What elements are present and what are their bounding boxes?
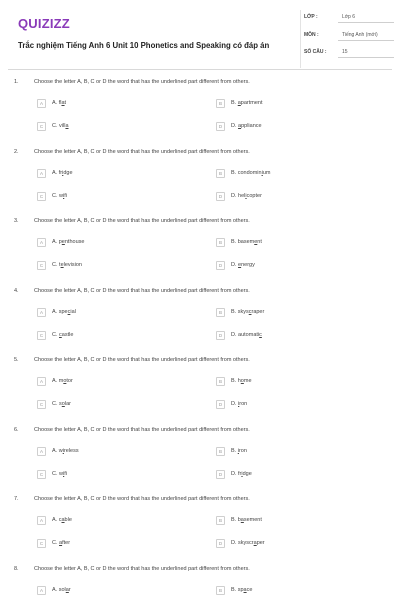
question-number: 7. — [14, 496, 19, 502]
option-letter-box[interactable]: D — [216, 400, 225, 409]
option-text — [52, 332, 73, 338]
option-text-end: r — [68, 586, 71, 593]
option-letter-box[interactable]: A — [37, 99, 46, 108]
option-text — [231, 332, 262, 338]
option-underlined-part: i — [245, 192, 247, 199]
option-letter-box[interactable]: D — [216, 470, 225, 479]
answer-option[interactable] — [216, 516, 376, 528]
option-text — [231, 378, 252, 384]
option-underlined-part: i — [62, 447, 64, 454]
option-letter-box[interactable]: B — [216, 447, 225, 456]
option-text-start: B. h — [231, 378, 241, 384]
answer-option[interactable] — [37, 192, 197, 204]
option-text-end: tor — [66, 378, 73, 384]
option-text-start: A. fl — [52, 100, 62, 106]
page-title: Trắc nghiệm Tiếng Anh 6 Unit 10 Phonetics and Speaking có đáp án — [18, 41, 270, 50]
question-number: 2. — [14, 148, 19, 155]
option-letter-box[interactable]: D — [216, 261, 225, 270]
worksheet-header — [8, 8, 392, 70]
option-text-end: levision — [63, 262, 82, 268]
option-underlined-part: a — [59, 540, 63, 546]
option-letter-box[interactable]: D — [216, 122, 225, 131]
option-underlined-part: a — [61, 100, 65, 106]
option-text-end: sement — [243, 517, 262, 523]
option-text-end: nergy — [241, 262, 255, 268]
option-underlined-part: i — [237, 447, 239, 454]
answer-option[interactable] — [37, 586, 197, 598]
answer-option[interactable] — [216, 447, 376, 459]
meta-count-row — [302, 45, 392, 59]
question-number: 8. — [14, 565, 19, 572]
option-text-end: ial — [70, 308, 76, 315]
option-text-start: C. t — [52, 262, 61, 268]
option-letter-box[interactable]: B — [216, 238, 225, 247]
answer-option[interactable] — [37, 331, 197, 343]
option-text-start: D. fr — [231, 470, 242, 477]
answer-option[interactable] — [216, 169, 376, 181]
option-text-end: copter — [246, 192, 262, 199]
option-text — [52, 123, 69, 129]
option-letter-box[interactable]: C — [37, 470, 46, 479]
option-text — [231, 517, 262, 523]
option-text-start: B. basem — [231, 239, 255, 245]
option-text — [52, 401, 71, 407]
option-text-start: D. automati — [231, 331, 260, 338]
header-divider — [300, 10, 301, 68]
option-letter-box[interactable]: D — [216, 192, 225, 201]
option-text-end: nt — [257, 239, 262, 245]
option-text-end: ble — [64, 517, 72, 523]
option-underlined-part: a — [238, 123, 242, 129]
answer-option[interactable] — [37, 261, 197, 273]
question-text: Choose the letter A, B, C or D the word that has the underlined part different from others. — [34, 565, 250, 572]
option-text-end: fi — [64, 192, 67, 199]
option-text — [52, 170, 73, 176]
option-underlined-part: o — [61, 401, 65, 407]
option-text-start: C. — [52, 331, 60, 338]
option-text — [231, 448, 247, 454]
option-underlined-part: i — [238, 401, 240, 407]
option-underlined-part: o — [63, 378, 67, 384]
option-letter-box[interactable]: A — [37, 308, 46, 317]
option-text — [52, 262, 82, 268]
option-underlined-part: c — [259, 331, 262, 338]
option-underlined-part: a — [253, 540, 257, 546]
option-text-start: C. w — [52, 192, 63, 199]
option-text-start: C. w — [52, 470, 63, 477]
option-text-end: partment — [240, 100, 263, 106]
option-underlined-part: c — [67, 308, 71, 315]
option-text-end: fter — [62, 540, 71, 546]
meta-class-line — [338, 22, 394, 23]
option-text-start: A. m — [52, 378, 64, 384]
answer-option[interactable] — [216, 122, 376, 134]
answer-option[interactable] — [216, 238, 376, 250]
answer-option[interactable] — [216, 192, 376, 204]
option-underlined-part: o — [240, 378, 244, 384]
option-text-end: um — [262, 169, 271, 176]
question-number: 5. — [14, 357, 19, 363]
question-number: 4. — [14, 287, 19, 294]
option-text — [52, 471, 67, 477]
option-letter-box[interactable]: A — [37, 516, 46, 525]
option-text — [231, 100, 263, 106]
option-text — [52, 309, 76, 315]
answer-option[interactable] — [37, 122, 197, 134]
answer-option[interactable] — [216, 539, 376, 551]
option-text-end: per — [256, 540, 265, 546]
option-letter-box[interactable]: C — [37, 539, 46, 548]
option-text-start: C. vill — [52, 123, 66, 129]
answer-option[interactable] — [216, 470, 376, 482]
answer-option[interactable] — [37, 238, 197, 250]
option-letter-box[interactable]: D — [216, 331, 225, 340]
meta-count-line — [338, 57, 394, 58]
option-text-end: ron — [239, 401, 248, 407]
option-text-start: B. sp — [231, 586, 244, 593]
option-letter-box[interactable]: D — [216, 539, 225, 548]
option-text — [52, 540, 70, 546]
option-underlined-part: e — [238, 262, 242, 268]
option-text-start: A. w — [52, 447, 63, 454]
answer-option[interactable] — [37, 539, 197, 551]
option-text-end: ppliance — [241, 123, 262, 129]
option-text-start: A. fr — [52, 169, 63, 176]
answer-option[interactable] — [37, 400, 197, 412]
option-text-start: C. — [52, 540, 60, 546]
question-text: Choose the letter A, B, C or D the word that has the underlined part different from others. — [34, 287, 250, 294]
question-text: Choose the letter A, B, C or D the word that has the underlined part different from others. — [34, 79, 250, 85]
option-text-end: astle — [61, 331, 74, 338]
option-text — [231, 401, 247, 407]
option-text — [52, 239, 84, 245]
option-text — [52, 448, 79, 454]
option-text-end: ron — [238, 447, 247, 454]
answer-option[interactable] — [216, 400, 376, 412]
option-text-end: t — [64, 100, 67, 106]
option-underlined-part: a — [237, 100, 241, 106]
option-text-start: D. hel — [231, 192, 246, 199]
option-text — [52, 193, 67, 199]
meta-class-value: Lớp 6 — [342, 14, 356, 20]
option-text-end: lar — [64, 401, 71, 407]
quizizz-logo: QUIZIZZ — [18, 16, 70, 31]
option-text-start: C. s — [52, 401, 62, 407]
answer-option[interactable] — [37, 447, 197, 459]
option-text-start: D. — [231, 262, 239, 268]
option-text-start: B. — [231, 100, 238, 106]
meta-subject-label: MÔN : — [304, 32, 319, 38]
question-text: Choose the letter A, B, C or D the word that has the underlined part different from others. — [34, 426, 250, 433]
option-text — [231, 193, 262, 199]
answer-option[interactable] — [37, 470, 197, 482]
option-text-start: D. skyscr — [231, 540, 254, 546]
answer-option[interactable] — [216, 261, 376, 273]
option-letter-box[interactable]: B — [216, 169, 225, 178]
option-letter-box[interactable]: B — [216, 516, 225, 525]
option-text-start: A. c — [52, 517, 62, 523]
meta-class-row — [302, 10, 392, 24]
answer-option[interactable] — [216, 308, 376, 320]
option-underlined-part: i — [241, 470, 243, 477]
option-text-end: reless — [63, 447, 79, 454]
option-text-end: raper — [251, 308, 265, 315]
option-text — [231, 540, 265, 546]
option-text — [231, 309, 264, 315]
option-text — [52, 517, 72, 523]
question-number: 1. — [14, 79, 19, 85]
option-text-start: A. spe — [52, 308, 68, 315]
meta-count-label: SỐ CÂU : — [304, 49, 327, 55]
option-letter-box[interactable]: B — [216, 586, 225, 595]
option-underlined-part: a — [240, 517, 244, 523]
option-text-start: B. — [231, 447, 238, 454]
option-text — [231, 471, 252, 477]
option-letter-box[interactable]: A — [37, 586, 46, 595]
option-letter-box[interactable]: B — [216, 377, 225, 386]
option-text — [231, 239, 262, 245]
option-letter-box[interactable]: A — [37, 169, 46, 178]
option-text-start: A. p — [52, 239, 62, 245]
option-text-start: D. — [231, 123, 239, 129]
option-underlined-part: a — [243, 586, 247, 593]
option-text — [52, 100, 66, 106]
meta-subject-value: Tiếng Anh (mới) — [342, 32, 378, 38]
answer-option[interactable] — [216, 99, 376, 111]
option-text — [52, 587, 71, 593]
answer-option[interactable] — [216, 586, 376, 598]
option-text-end: dge — [242, 470, 252, 477]
question-text: Choose the letter A, B, C or D the word that has the underlined part different from others. — [34, 357, 250, 363]
question-text: Choose the letter A, B, C or D the word that has the underlined part different from others. — [34, 148, 250, 155]
answer-option[interactable] — [37, 516, 197, 528]
option-text-end: me — [243, 378, 252, 384]
option-text — [231, 262, 255, 268]
option-underlined-part: c — [248, 308, 252, 315]
option-letter-box[interactable]: C — [37, 400, 46, 409]
option-letter-box[interactable]: C — [37, 261, 46, 270]
option-underlined-part: i — [63, 470, 65, 477]
answer-option[interactable] — [37, 308, 197, 320]
meta-subject-row — [302, 28, 392, 42]
option-text — [52, 378, 73, 384]
question-text: Choose the letter A, B, C or D the word that has the underlined part different from others. — [34, 218, 250, 224]
option-underlined-part: i — [261, 169, 263, 176]
answer-option[interactable] — [37, 169, 197, 181]
option-letter-box[interactable]: C — [37, 122, 46, 131]
option-text — [231, 123, 262, 129]
option-underlined-part: e — [60, 262, 64, 268]
option-underlined-part: i — [62, 169, 64, 176]
option-text — [231, 587, 252, 593]
option-underlined-part: e — [61, 239, 65, 245]
option-letter-box[interactable]: C — [37, 331, 46, 340]
meta-class-label: LỚP : — [304, 14, 318, 20]
answer-option[interactable] — [216, 377, 376, 389]
option-text-start: B. b — [231, 517, 241, 523]
option-text — [231, 170, 270, 176]
option-text-start: D. — [231, 401, 239, 407]
option-text-end: dge — [63, 169, 73, 176]
option-text-start: B. skys — [231, 308, 249, 315]
option-text-end: fi — [64, 470, 67, 477]
option-text-end: ce — [246, 586, 253, 593]
option-underlined-part: a — [61, 517, 65, 523]
answer-option[interactable] — [37, 377, 197, 389]
meta-count-value: 15 — [342, 49, 348, 55]
option-underlined-part: c — [59, 331, 62, 338]
question-number: 3. — [14, 218, 19, 224]
option-letter-box[interactable]: A — [37, 447, 46, 456]
question-number: 6. — [14, 426, 19, 433]
option-letter-box[interactable]: B — [216, 308, 225, 317]
option-letter-box[interactable]: C — [37, 192, 46, 201]
option-letter-box[interactable]: B — [216, 99, 225, 108]
option-underlined-part: a — [65, 586, 69, 593]
answer-option[interactable] — [37, 99, 197, 111]
option-text-start: A. sol — [52, 586, 66, 593]
option-underlined-part: a — [65, 123, 69, 129]
option-letter-box[interactable]: A — [37, 377, 46, 386]
question-text: Choose the letter A, B, C or D the word that has the underlined part different from others. — [34, 496, 250, 502]
meta-subject-line — [338, 40, 394, 41]
option-letter-box[interactable]: A — [37, 238, 46, 247]
option-underlined-part: i — [63, 192, 65, 199]
option-text-start: B. condomin — [231, 169, 262, 176]
option-text-end: nthouse — [64, 239, 85, 245]
answer-option[interactable] — [216, 331, 376, 343]
option-underlined-part: e — [254, 239, 258, 245]
